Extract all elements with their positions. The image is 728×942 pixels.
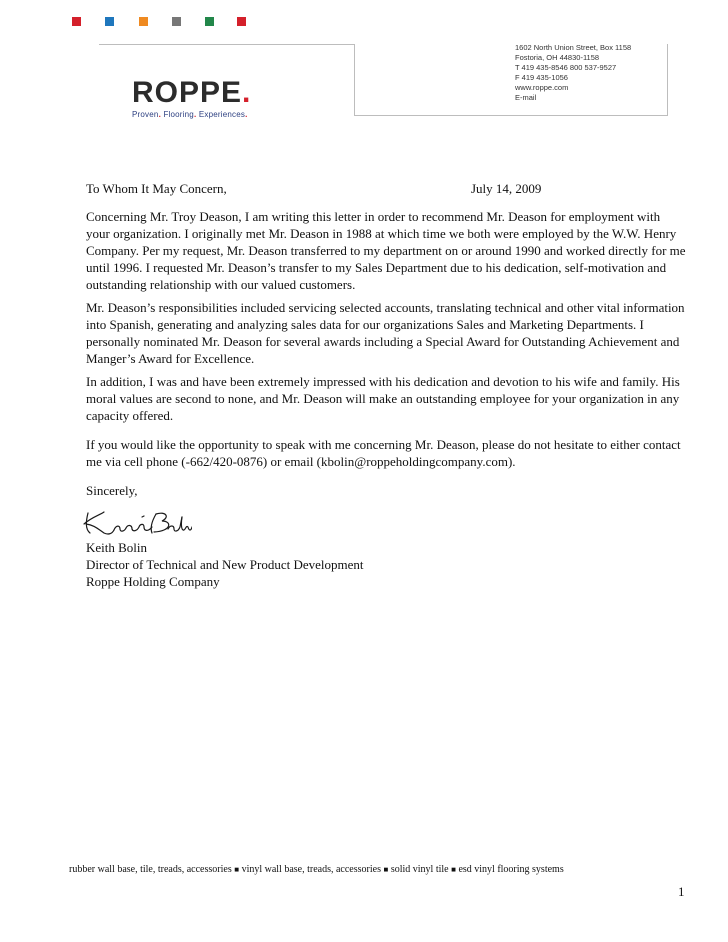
fax-line: F 419 435-1056 xyxy=(515,73,568,82)
logo-word: ROPPE xyxy=(132,76,243,109)
letterhead-rule-right xyxy=(667,44,668,116)
letter-date: July 14, 2009 xyxy=(471,181,542,196)
letterhead-rule-vertical xyxy=(354,44,355,115)
address-line: 1602 North Union Street, Box 1158 xyxy=(515,43,632,52)
letterhead-rule-bottom xyxy=(354,115,667,116)
signature xyxy=(86,505,686,539)
tagline-word: Proven xyxy=(132,110,159,119)
paragraph-3: In addition, I was and have been extremely impressed with his dedication and devotion to his wife and family. His moral values are second to none, and Mr. Deason will make an outstanding employee for your organization in any capacity offered. xyxy=(86,374,680,423)
footer-item: esd vinyl flooring systems xyxy=(458,864,564,875)
website-line: www.roppe.com xyxy=(515,83,569,92)
color-squares xyxy=(72,17,252,29)
address-line: Fostoria, OH 44830-1158 xyxy=(515,53,600,62)
orange-square xyxy=(139,17,148,26)
footer-item: solid vinyl tile xyxy=(390,864,449,875)
logo-tagline: Proven. Flooring. Experiences. xyxy=(132,110,248,119)
footer-item: vinyl wall base, treads, accessories xyxy=(241,864,381,875)
email-line: E-mail xyxy=(515,93,537,102)
signer-name: Keith Bolin xyxy=(86,540,148,555)
footer-item: rubber wall base, tile, treads, accessories xyxy=(69,864,232,875)
blue-square xyxy=(105,17,114,26)
tagline-word: Flooring xyxy=(163,110,194,119)
signer-company: Roppe Holding Company xyxy=(86,574,220,589)
tagline-word: Experiences xyxy=(198,110,246,119)
paragraph-2: Mr. Deason’s responsibilities included servicing selected accounts, translating technical and other vital information into Spanish, generating and analyzing sales data for our organizations Sales and Marketing Departments. I personally nominated Mr. Deason for several awards including a Special Award for Outstanding Achievement and Manger’s Award for Excellence. xyxy=(86,300,685,366)
greeting-row xyxy=(86,180,686,197)
square-bullet-icon: ■ xyxy=(383,865,389,874)
footer-product-lines xyxy=(69,864,564,875)
letterhead-rule-top xyxy=(99,44,354,45)
signer-title: Director of Technical and New Product Development xyxy=(86,557,364,572)
salutation: To Whom It May Concern, xyxy=(86,181,227,196)
paragraph-1: Concerning Mr. Troy Deason, I am writing this letter in order to recommend Mr. Deason for employment with your organization. I originally met Mr. Deason in 1988 at which time we both were employed by the W.W. Henry Company. Per my request, Mr. Deason transferred to my department on or around 1990 and worked directly for me until 1996. I requested Mr. Deason’s transfer to my Sales Department due to his dedication, self-motivation and outstanding relationship with our valued customers. xyxy=(86,209,686,292)
closing: Sincerely, xyxy=(86,483,138,498)
square-bullet-icon: ■ xyxy=(451,865,456,874)
logo-dot: . xyxy=(242,76,252,109)
red-square-2 xyxy=(237,17,246,26)
handwritten-signature xyxy=(82,505,192,539)
page-number: 1 xyxy=(678,884,685,899)
gray-square xyxy=(172,17,181,26)
red-square xyxy=(72,17,81,26)
phone-line: T 419 435-8546 800 537-9527 xyxy=(515,63,617,72)
roppe-logo xyxy=(132,78,251,119)
company-address xyxy=(515,43,631,103)
letter-body xyxy=(86,180,686,590)
square-bullet-icon: ■ xyxy=(234,865,240,874)
green-square xyxy=(205,17,214,26)
paragraph-4: If you would like the opportunity to speak with me concerning Mr. Deason, please do not hesitate to either contact me via cell phone (-662/420-0876) or email (kbolin@roppeholdingcompany.com). xyxy=(86,437,681,469)
